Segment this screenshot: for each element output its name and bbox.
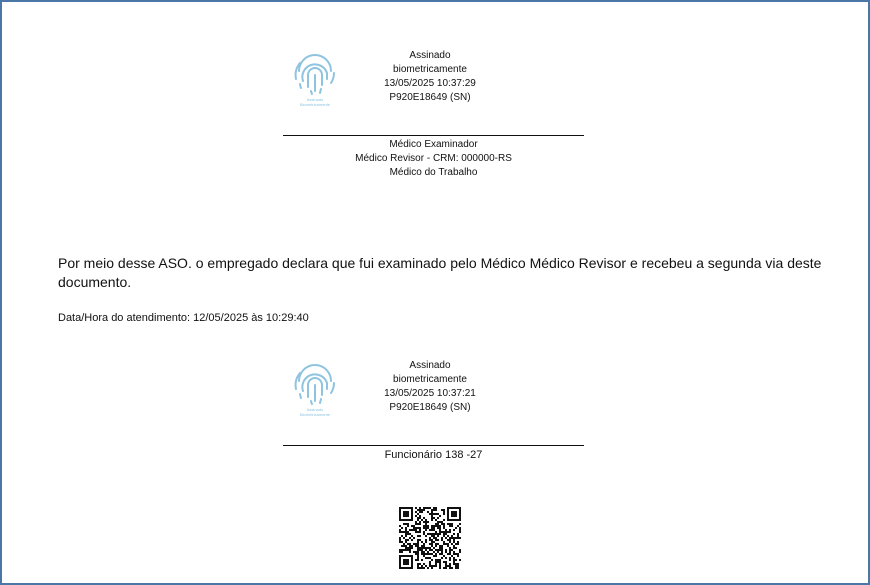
employee-signature-caption — [283, 448, 584, 462]
examiner-signature-line — [283, 135, 584, 136]
stamp-line: biometricamente — [393, 64, 467, 75]
stamp-serial: P920E18649 (SN) — [389, 402, 471, 413]
stamp-line: Assinado — [409, 360, 451, 371]
fingerprint-caption: Assinado Biometricamente — [299, 97, 330, 107]
employee-signature-stamp — [287, 359, 587, 439]
stamp-timestamp: 13/05/2025 10:37:21 — [384, 388, 476, 399]
fingerprint-caption: Assinado Biometricamente — [299, 407, 330, 417]
stamp-serial: P920E18649 (SN) — [389, 92, 471, 103]
attendance-datetime: Data/Hora do atendimento: 12/05/2025 às 10:29:40 — [58, 312, 309, 324]
signer-role: Médico Examinador — [389, 139, 478, 150]
examiner-signature-caption — [283, 138, 584, 180]
stamp-line: Assinado — [409, 50, 451, 61]
employee-signature-line — [283, 445, 584, 446]
examiner-signature-stamp — [287, 49, 587, 129]
declaration-text: Por meio desse ASO. o empregado declara que fui examinado pelo Médico Médico Revisor e recebeu a segunda via deste documento. — [58, 255, 822, 290]
signer-specialty: Médico do Trabalho — [389, 167, 478, 178]
stamp-timestamp: 13/05/2025 10:37:29 — [384, 78, 476, 89]
qr-code-icon — [399, 507, 461, 569]
signature-stamp-text — [365, 49, 495, 105]
signer-name: Funcionário 138 -27 — [384, 449, 483, 461]
signer-crm: Médico Revisor - CRM: 000000-RS — [355, 153, 512, 164]
signature-stamp-text — [365, 359, 495, 415]
stamp-line: biometricamente — [393, 374, 467, 385]
